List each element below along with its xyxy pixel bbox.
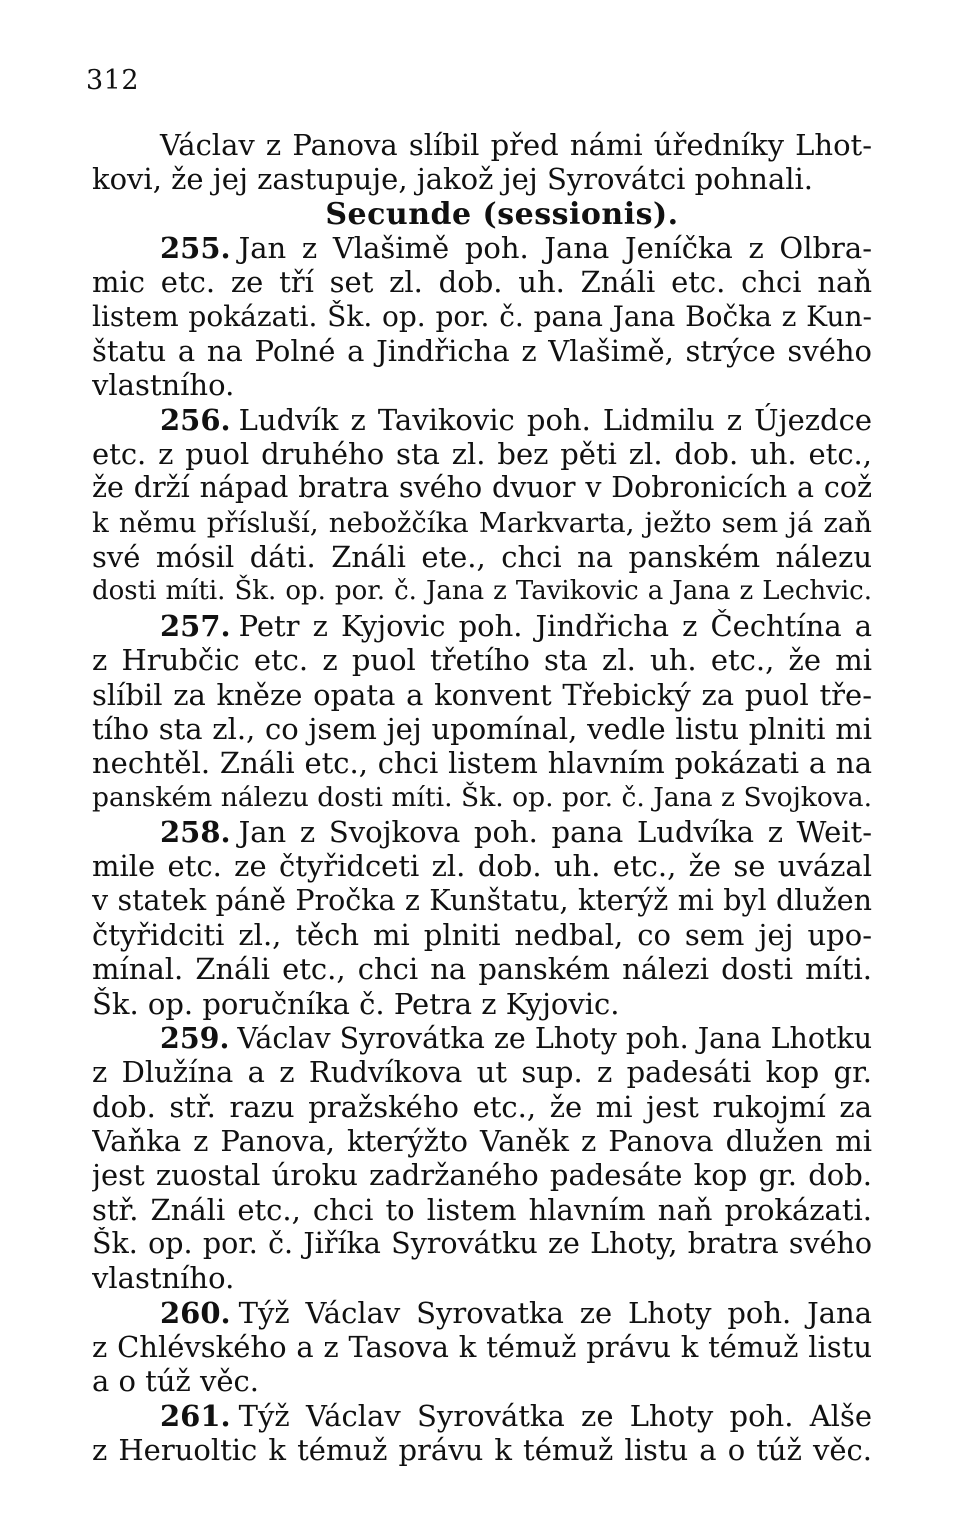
text-line: stř. Ználi etc., chci to listem hlavním naň prokázati.	[92, 1192, 872, 1227]
text-line: vlastního.	[92, 368, 235, 403]
entry-first-line	[92, 1399, 872, 1433]
entry-first-line	[92, 403, 872, 437]
entry-number: 261.	[160, 1398, 231, 1433]
entry-number: 259.	[160, 1020, 230, 1055]
text-line: své mósil dáti. Ználi ete., chci na panském nálezu	[92, 540, 872, 575]
entry-first-line	[92, 609, 872, 643]
entry-number: 255.	[160, 231, 231, 266]
text-line: Vaňka z Panova, kterýžto Vaněk z Panova dlužen mi	[92, 1123, 872, 1158]
section-heading-text: Secunde (sessionis).	[325, 196, 679, 232]
text-line: Šk. op. por. č. Jiříka Syrovátku ze Lhoty, bratra svého	[92, 1227, 872, 1260]
entry-first-line	[92, 1021, 872, 1055]
text-line: dob. stř. razu pražského etc., že mi jest rukojmí za	[92, 1089, 872, 1124]
entry-first-line	[92, 1296, 872, 1330]
entry-text: Václav Syrovátka ze Lhoty poh. Jana Lhotku	[237, 1021, 872, 1055]
entry-text: Týž Václav Syrovátka ze Lhoty poh. Alše	[238, 1398, 872, 1433]
entry-number: 258.	[160, 814, 231, 849]
text-line: jest zuostal úroku zadržaného padesáte kop gr. dob.	[92, 1158, 872, 1193]
text-line: z Hrubčic etc. z puol třetího sta zl. uh. etc., že mi	[92, 643, 872, 678]
text-line: štatu a na Polné a Jindřicha z Vlašimě, strýce svého	[92, 334, 872, 369]
text-line: panském nálezu dosti míti. Šk. op. por. č. Jana z Svojkova.	[92, 781, 872, 813]
entry-first-line	[92, 231, 872, 265]
entry-text: Týž Václav Syrovatka ze Lhoty poh. Jana	[238, 1295, 872, 1330]
text-line: čtyřidciti zl., těch mi plniti nedbal, co sem jej upo-	[92, 917, 872, 952]
entry-number: 260.	[160, 1295, 231, 1330]
entry-text: Jan z Vlašimě poh. Jana Jeníčka z Olbra-	[238, 231, 872, 266]
text-body	[92, 128, 872, 1467]
text-line: že drží nápad bratra svého dvuor v Dobronicích a což	[92, 471, 872, 505]
page-number: 312	[86, 65, 140, 96]
text-line: mic etc. ze tří set zl. dob. uh. Ználi etc. chci naň	[92, 265, 872, 300]
text-line: listem pokázati. Šk. op. por. č. pana Jana Bočka z Kun-	[92, 299, 872, 333]
entry-text: Ludvík z Tavikovic poh. Lidmilu z Újezdce	[238, 402, 872, 437]
text-line: k němu přísluší, nebožčíka Markvarta, ježto sem já zaň	[92, 506, 872, 539]
text-line: dosti míti. Šk. op. por. č. Jana z Tavikovic a Jana z Lechvic.	[92, 576, 872, 607]
text-line: z Heruoltic k témuž právu k témuž listu a o túž věc.	[92, 1433, 872, 1468]
text-line: tího sta zl., co jsem jej upomínal, vedle listu plniti mi	[92, 711, 872, 746]
text-line: a o túž věc.	[92, 1364, 260, 1399]
text-line: vlastního.	[92, 1261, 235, 1296]
entry-first-line	[92, 815, 872, 849]
text-line: nechtěl. Ználi etc., chci listem hlavním pokázati a na	[92, 746, 872, 781]
entry-number: 256.	[160, 402, 231, 437]
text-line: v statek páně Pročka z Kunštatu, kterýž mi byl dlužen	[92, 883, 872, 917]
entry-text: Petr z Kyjovic poh. Jindřicha z Čechtína a	[238, 608, 872, 643]
entry-text: Jan z Svojkova poh. pana Ludvíka z Weit-	[238, 814, 872, 849]
text-line: slíbil za kněze opata a konvent Třebický za puol tře-	[92, 677, 872, 712]
text-line: mínal. Ználi etc., chci na panském nálezi dosti míti.	[92, 952, 872, 987]
text-line: Šk. op. poručníka č. Petra z Kyjovic.	[92, 986, 620, 1021]
text-line: mile etc. ze čtyřidceti zl. dob. uh. etc., že se uvázal	[92, 849, 872, 884]
text-line: etc. z puol druhého sta zl. bez pěti zl. dob. uh. etc.,	[92, 437, 872, 472]
text-line: z Chlévského a z Tasova k témuž právu k témuž listu	[92, 1330, 872, 1365]
section-heading	[92, 197, 872, 231]
text-line: kovi, že jej zastupuje, jakož jej Syrovátci pohnali.	[92, 162, 814, 197]
text-line: z Dlužína a z Rudvíkova ut sup. z padesáti kop gr.	[92, 1055, 872, 1090]
text-line: Václav z Panova slíbil před námi úředníky Lhot-	[160, 128, 872, 162]
entry-number: 257.	[160, 608, 231, 643]
